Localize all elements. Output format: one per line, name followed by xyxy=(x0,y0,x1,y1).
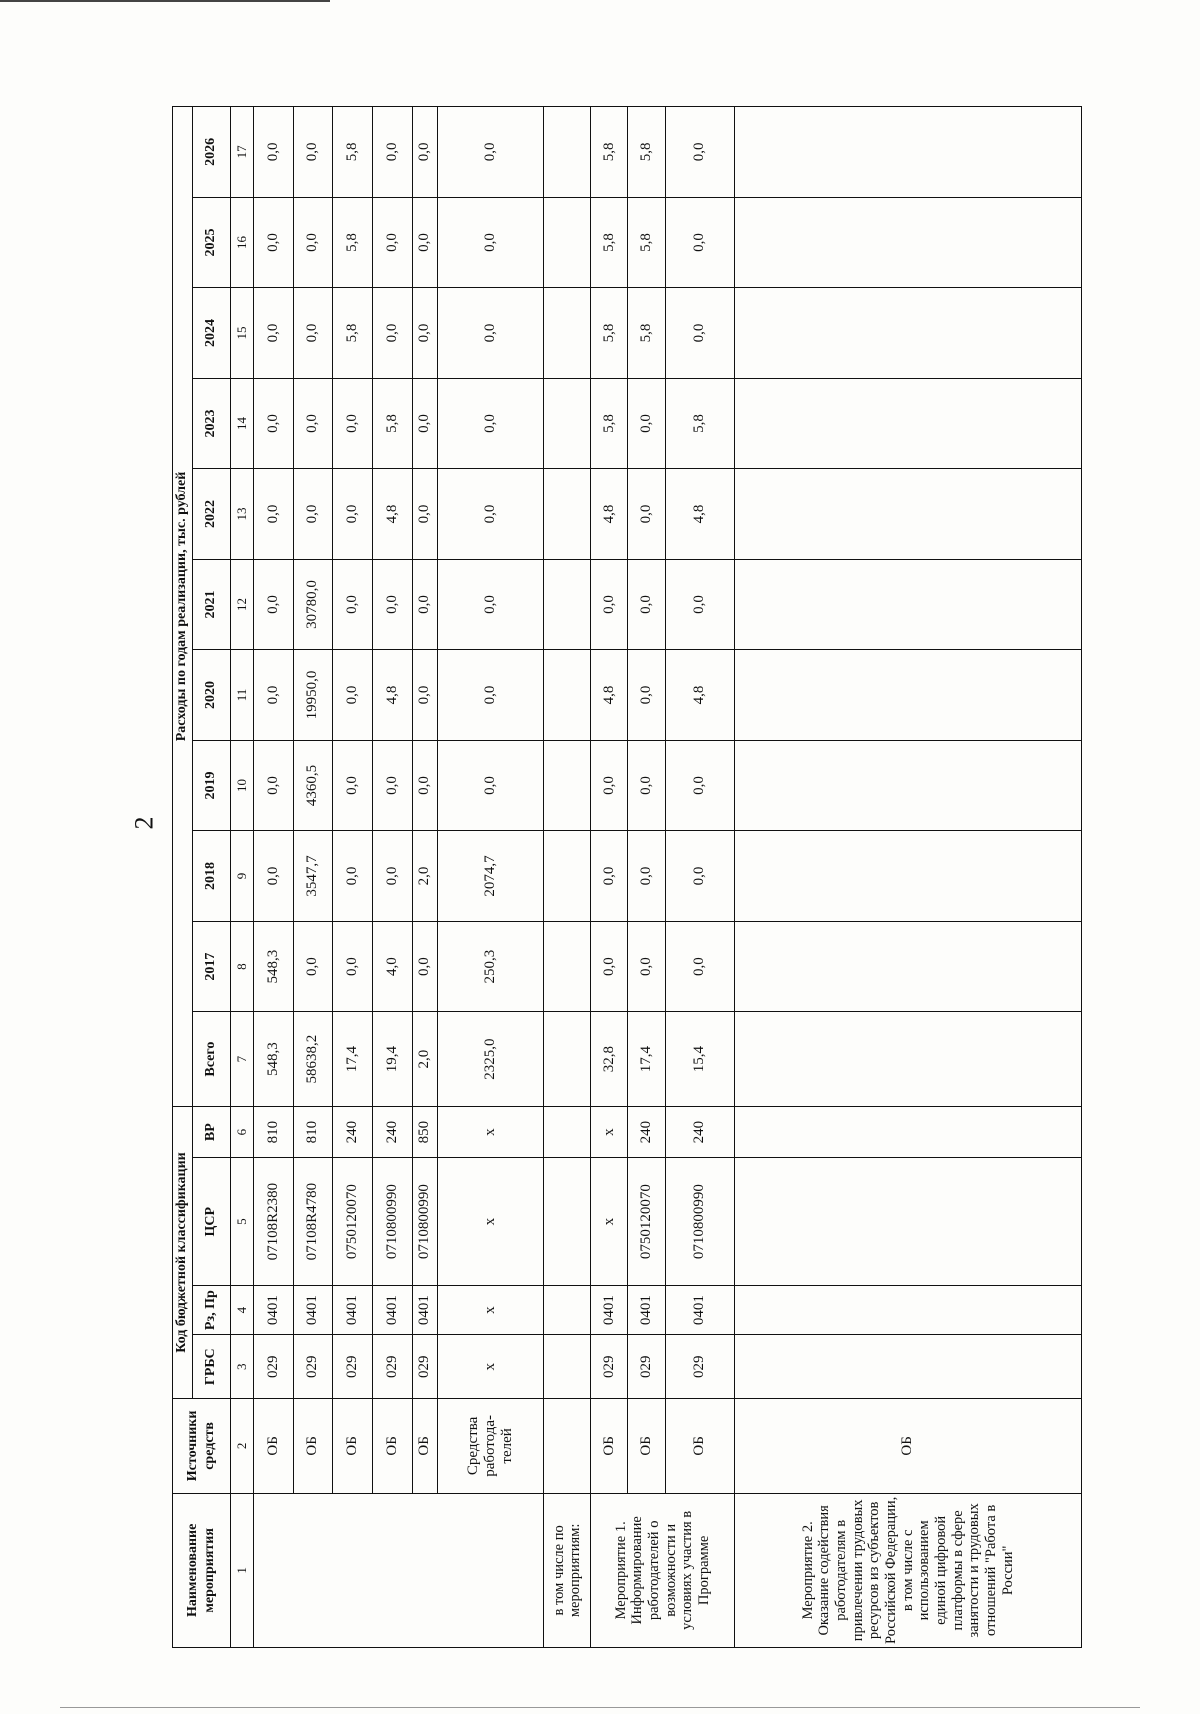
row-year-2024: 5,8 xyxy=(333,288,373,379)
column-number: 17 xyxy=(231,107,254,198)
column-number: 8 xyxy=(231,921,254,1012)
row-year-2018: 0,0 xyxy=(591,831,628,922)
header-vr: ВР xyxy=(193,1106,231,1157)
row-year-2023: 0,0 xyxy=(293,378,333,469)
row-year-2023: 5,8 xyxy=(372,378,412,469)
row-year-2024: 0,0 xyxy=(665,288,734,379)
row-year-2024: 5,8 xyxy=(628,288,665,379)
row-year-2018: 2074,7 xyxy=(437,831,544,922)
row-year-2024 xyxy=(544,288,591,379)
row-year-2026: 5,8 xyxy=(591,107,628,198)
row-total: 2,0 xyxy=(412,1012,437,1107)
table-row xyxy=(437,107,544,1648)
row-year-2026 xyxy=(734,107,1081,198)
row-grbs: 029 xyxy=(333,1335,373,1399)
row-year-2017: 0,0 xyxy=(665,921,734,1012)
rotated-table-container xyxy=(172,106,1082,1648)
row-csr: 0750120070 xyxy=(333,1158,373,1286)
column-number: 11 xyxy=(231,650,254,741)
column-number: 9 xyxy=(231,831,254,922)
row-grbs xyxy=(734,1335,1081,1399)
row-year-2022: 0,0 xyxy=(333,469,373,560)
row-year-2017: 0,0 xyxy=(293,921,333,1012)
row-vr: 850 xyxy=(412,1106,437,1157)
column-number: 4 xyxy=(231,1285,254,1334)
row-source: ОБ xyxy=(734,1399,1081,1494)
row-year-2018: 0,0 xyxy=(333,831,373,922)
row-grbs: 029 xyxy=(628,1335,665,1399)
row-source: Средства работода-телей xyxy=(437,1399,544,1494)
row-year-2022 xyxy=(544,469,591,560)
header-budget-code: Код бюджетной классификации xyxy=(173,1106,193,1398)
row-year-2018: 3547,7 xyxy=(293,831,333,922)
row-csr: 07108R2380 xyxy=(254,1158,294,1286)
row-rzpr: 0401 xyxy=(254,1285,294,1334)
row-year-2023: 5,8 xyxy=(665,378,734,469)
row-year-2021: 0,0 xyxy=(437,559,544,650)
row-csr: 07108R4780 xyxy=(293,1158,333,1286)
row-year-2021: 0,0 xyxy=(591,559,628,650)
row-grbs: 029 xyxy=(665,1335,734,1399)
row-year-2020: 4,8 xyxy=(372,650,412,741)
row-year-2023 xyxy=(734,378,1081,469)
column-number: 10 xyxy=(231,740,254,831)
row-year-2023 xyxy=(544,378,591,469)
row-year-2017: 0,0 xyxy=(412,921,437,1012)
table-row xyxy=(665,107,734,1648)
row-year-2024: 5,8 xyxy=(591,288,628,379)
row-year-2025 xyxy=(544,197,591,288)
row-name: в том числе по мероприятиям: xyxy=(544,1493,591,1647)
row-grbs: 029 xyxy=(412,1335,437,1399)
row-year-2017: 548,3 xyxy=(254,921,294,1012)
row-rzpr xyxy=(544,1285,591,1334)
row-year-2018 xyxy=(734,831,1081,922)
row-year-2019 xyxy=(544,740,591,831)
row-source xyxy=(544,1399,591,1494)
table-row xyxy=(544,107,591,1648)
row-vr: 240 xyxy=(372,1106,412,1157)
row-year-2020: 4,8 xyxy=(665,650,734,741)
row-year-2022: 0,0 xyxy=(412,469,437,560)
row-csr: x xyxy=(591,1158,628,1286)
row-year-2020: 0,0 xyxy=(254,650,294,741)
row-year-2024: 0,0 xyxy=(254,288,294,379)
row-rzpr: 0401 xyxy=(412,1285,437,1334)
table-row xyxy=(372,107,412,1648)
header-total: Всего xyxy=(193,1012,231,1107)
row-year-2019: 0,0 xyxy=(591,740,628,831)
row-year-2025 xyxy=(734,197,1081,288)
row-vr: 240 xyxy=(665,1106,734,1157)
row-vr: x xyxy=(591,1106,628,1157)
row-year-2019: 0,0 xyxy=(372,740,412,831)
row-total: 17,4 xyxy=(333,1012,373,1107)
row-year-2024: 0,0 xyxy=(293,288,333,379)
header-year-2018: 2018 xyxy=(193,831,231,922)
row-year-2020: 0,0 xyxy=(333,650,373,741)
row-year-2021: 30780,0 xyxy=(293,559,333,650)
table-row xyxy=(628,107,665,1648)
row-year-2021: 0,0 xyxy=(254,559,294,650)
row-year-2024: 0,0 xyxy=(437,288,544,379)
column-number: 14 xyxy=(231,378,254,469)
row-source: ОБ xyxy=(333,1399,373,1494)
header-year-2025: 2025 xyxy=(193,197,231,288)
header-year-2019: 2019 xyxy=(193,740,231,831)
header-year-2017: 2017 xyxy=(193,921,231,1012)
column-number: 6 xyxy=(231,1106,254,1157)
header-year-2020: 2020 xyxy=(193,650,231,741)
row-year-2021 xyxy=(544,559,591,650)
row-year-2023: 0,0 xyxy=(437,378,544,469)
row-year-2025: 0,0 xyxy=(372,197,412,288)
header-year-2021: 2021 xyxy=(193,559,231,650)
column-number: 3 xyxy=(231,1335,254,1399)
row-rzpr: 0401 xyxy=(333,1285,373,1334)
row-year-2023: 0,0 xyxy=(333,378,373,469)
table-row xyxy=(254,107,294,1648)
row-year-2022: 4,8 xyxy=(665,469,734,560)
row-csr: 0750120070 xyxy=(628,1158,665,1286)
table-row xyxy=(734,107,1081,1648)
row-total: 15,4 xyxy=(665,1012,734,1107)
row-year-2020: 4,8 xyxy=(591,650,628,741)
header-year-2024: 2024 xyxy=(193,288,231,379)
row-rzpr xyxy=(734,1285,1081,1334)
row-rzpr: 0401 xyxy=(591,1285,628,1334)
row-name: Мероприятие 2. Оказание содействия работодателям в привлечении трудовых ресурсов из субъектов Российской Федерации, в том числе с использованием единой цифровой платформы в сфере занятости и трудовых отношений "Работа в России" xyxy=(734,1493,1081,1647)
row-year-2026 xyxy=(544,107,591,198)
row-year-2020: 19950,0 xyxy=(293,650,333,741)
header-name: Наименование мероприятия xyxy=(173,1493,231,1647)
row-total: 32,8 xyxy=(591,1012,628,1107)
row-year-2017: 0,0 xyxy=(591,921,628,1012)
column-number: 15 xyxy=(231,288,254,379)
row-year-2019: 0,0 xyxy=(412,740,437,831)
row-year-2020: 0,0 xyxy=(437,650,544,741)
column-number: 16 xyxy=(231,197,254,288)
row-year-2024: 0,0 xyxy=(372,288,412,379)
row-year-2017: 250,3 xyxy=(437,921,544,1012)
row-year-2025: 0,0 xyxy=(665,197,734,288)
bottom-rule xyxy=(60,1707,1140,1708)
row-total xyxy=(544,1012,591,1107)
row-year-2019: 0,0 xyxy=(333,740,373,831)
row-year-2026: 0,0 xyxy=(665,107,734,198)
row-year-2021: 0,0 xyxy=(628,559,665,650)
row-csr xyxy=(734,1158,1081,1286)
row-year-2025: 5,8 xyxy=(591,197,628,288)
row-source: ОБ xyxy=(293,1399,333,1494)
table-row xyxy=(293,107,333,1648)
row-year-2026: 5,8 xyxy=(628,107,665,198)
row-year-2017 xyxy=(544,921,591,1012)
row-source: ОБ xyxy=(665,1399,734,1494)
row-year-2019: 0,0 xyxy=(254,740,294,831)
row-vr: 240 xyxy=(333,1106,373,1157)
row-year-2017: 4,0 xyxy=(372,921,412,1012)
row-csr xyxy=(544,1158,591,1286)
column-number: 5 xyxy=(231,1158,254,1286)
row-total: 548,3 xyxy=(254,1012,294,1107)
row-total: 19,4 xyxy=(372,1012,412,1107)
row-vr: 810 xyxy=(293,1106,333,1157)
row-year-2024 xyxy=(734,288,1081,379)
row-grbs: 029 xyxy=(254,1335,294,1399)
row-year-2026: 0,0 xyxy=(254,107,294,198)
row-name: Мероприятие 1. Информирование работодателей о возможности и условиях участия в Программе xyxy=(591,1493,735,1647)
row-year-2021: 0,0 xyxy=(412,559,437,650)
row-year-2025: 0,0 xyxy=(293,197,333,288)
row-year-2022: 0,0 xyxy=(254,469,294,560)
row-year-2021: 0,0 xyxy=(665,559,734,650)
row-rzpr: 0401 xyxy=(293,1285,333,1334)
row-total: 2325,0 xyxy=(437,1012,544,1107)
row-year-2023: 5,8 xyxy=(591,378,628,469)
row-year-2021: 0,0 xyxy=(333,559,373,650)
header-grbs: ГРБС xyxy=(193,1335,231,1399)
row-vr: 810 xyxy=(254,1106,294,1157)
row-year-2018: 2,0 xyxy=(412,831,437,922)
row-year-2022 xyxy=(734,469,1081,560)
column-number: 2 xyxy=(231,1399,254,1494)
column-number: 13 xyxy=(231,469,254,560)
row-year-2026: 0,0 xyxy=(372,107,412,198)
row-rzpr: 0401 xyxy=(628,1285,665,1334)
row-vr xyxy=(734,1106,1081,1157)
row-csr: 0710800990 xyxy=(372,1158,412,1286)
row-vr: 240 xyxy=(628,1106,665,1157)
row-year-2026: 0,0 xyxy=(437,107,544,198)
row-year-2025: 5,8 xyxy=(333,197,373,288)
row-rzpr: x xyxy=(437,1285,544,1334)
row-year-2022: 4,8 xyxy=(591,469,628,560)
header-rzpr: Рз, Пр xyxy=(193,1285,231,1334)
budget-table xyxy=(172,106,1082,1648)
row-year-2024: 0,0 xyxy=(412,288,437,379)
row-year-2018: 0,0 xyxy=(665,831,734,922)
table-row xyxy=(412,107,437,1648)
row-csr: 0710800990 xyxy=(665,1158,734,1286)
row-grbs: 029 xyxy=(372,1335,412,1399)
row-year-2025: 0,0 xyxy=(437,197,544,288)
top-rule xyxy=(0,0,330,2)
table-wrapper xyxy=(172,106,1082,1648)
row-year-2026: 0,0 xyxy=(293,107,333,198)
row-year-2019: 0,0 xyxy=(437,740,544,831)
row-grbs xyxy=(544,1335,591,1399)
row-year-2020: 0,0 xyxy=(412,650,437,741)
row-grbs: 029 xyxy=(591,1335,628,1399)
page-number: 2 xyxy=(129,816,159,830)
row-vr xyxy=(544,1106,591,1157)
row-total: 58638,2 xyxy=(293,1012,333,1107)
row-name xyxy=(254,1493,544,1647)
row-rzpr: 0401 xyxy=(372,1285,412,1334)
row-source: ОБ xyxy=(412,1399,437,1494)
row-year-2022: 0,0 xyxy=(628,469,665,560)
header-year-2023: 2023 xyxy=(193,378,231,469)
header-source: Источники средств xyxy=(173,1399,231,1494)
row-year-2017: 0,0 xyxy=(628,921,665,1012)
row-year-2025: 5,8 xyxy=(628,197,665,288)
row-year-2025: 0,0 xyxy=(254,197,294,288)
row-year-2023: 0,0 xyxy=(254,378,294,469)
row-source: ОБ xyxy=(372,1399,412,1494)
row-source: ОБ xyxy=(628,1399,665,1494)
row-year-2023: 0,0 xyxy=(412,378,437,469)
row-year-2020: 0,0 xyxy=(628,650,665,741)
column-number: 1 xyxy=(231,1493,254,1647)
row-year-2019: 0,0 xyxy=(628,740,665,831)
row-total xyxy=(734,1012,1081,1107)
table-row xyxy=(591,107,628,1648)
row-year-2019: 0,0 xyxy=(665,740,734,831)
header-year-2022: 2022 xyxy=(193,469,231,560)
row-year-2026: 5,8 xyxy=(333,107,373,198)
row-year-2019: 4360,5 xyxy=(293,740,333,831)
row-year-2017: 0,0 xyxy=(333,921,373,1012)
row-rzpr: 0401 xyxy=(665,1285,734,1334)
row-source: ОБ xyxy=(254,1399,294,1494)
header-csr: ЦСР xyxy=(193,1158,231,1286)
row-year-2022: 0,0 xyxy=(293,469,333,560)
row-year-2023: 0,0 xyxy=(628,378,665,469)
column-number: 12 xyxy=(231,559,254,650)
row-year-2022: 4,8 xyxy=(372,469,412,560)
row-source: ОБ xyxy=(591,1399,628,1494)
row-year-2020 xyxy=(734,650,1081,741)
row-year-2026: 0,0 xyxy=(412,107,437,198)
row-year-2021: 0,0 xyxy=(372,559,412,650)
row-year-2020 xyxy=(544,650,591,741)
table-row xyxy=(333,107,373,1648)
row-year-2018: 0,0 xyxy=(372,831,412,922)
row-year-2021 xyxy=(734,559,1081,650)
row-year-2019 xyxy=(734,740,1081,831)
row-year-2017 xyxy=(734,921,1081,1012)
row-csr: x xyxy=(437,1158,544,1286)
row-grbs: 029 xyxy=(293,1335,333,1399)
header-year-2026: 2026 xyxy=(193,107,231,198)
row-year-2018: 0,0 xyxy=(254,831,294,922)
column-number: 7 xyxy=(231,1012,254,1107)
row-grbs: x xyxy=(437,1335,544,1399)
row-year-2018: 0,0 xyxy=(628,831,665,922)
row-vr: x xyxy=(437,1106,544,1157)
row-year-2025: 0,0 xyxy=(412,197,437,288)
header-expenses: Расходы по годам реализации, тыс. рублей xyxy=(173,107,193,1107)
row-year-2022: 0,0 xyxy=(437,469,544,560)
row-total: 17,4 xyxy=(628,1012,665,1107)
row-year-2018 xyxy=(544,831,591,922)
row-csr: 0710800990 xyxy=(412,1158,437,1286)
